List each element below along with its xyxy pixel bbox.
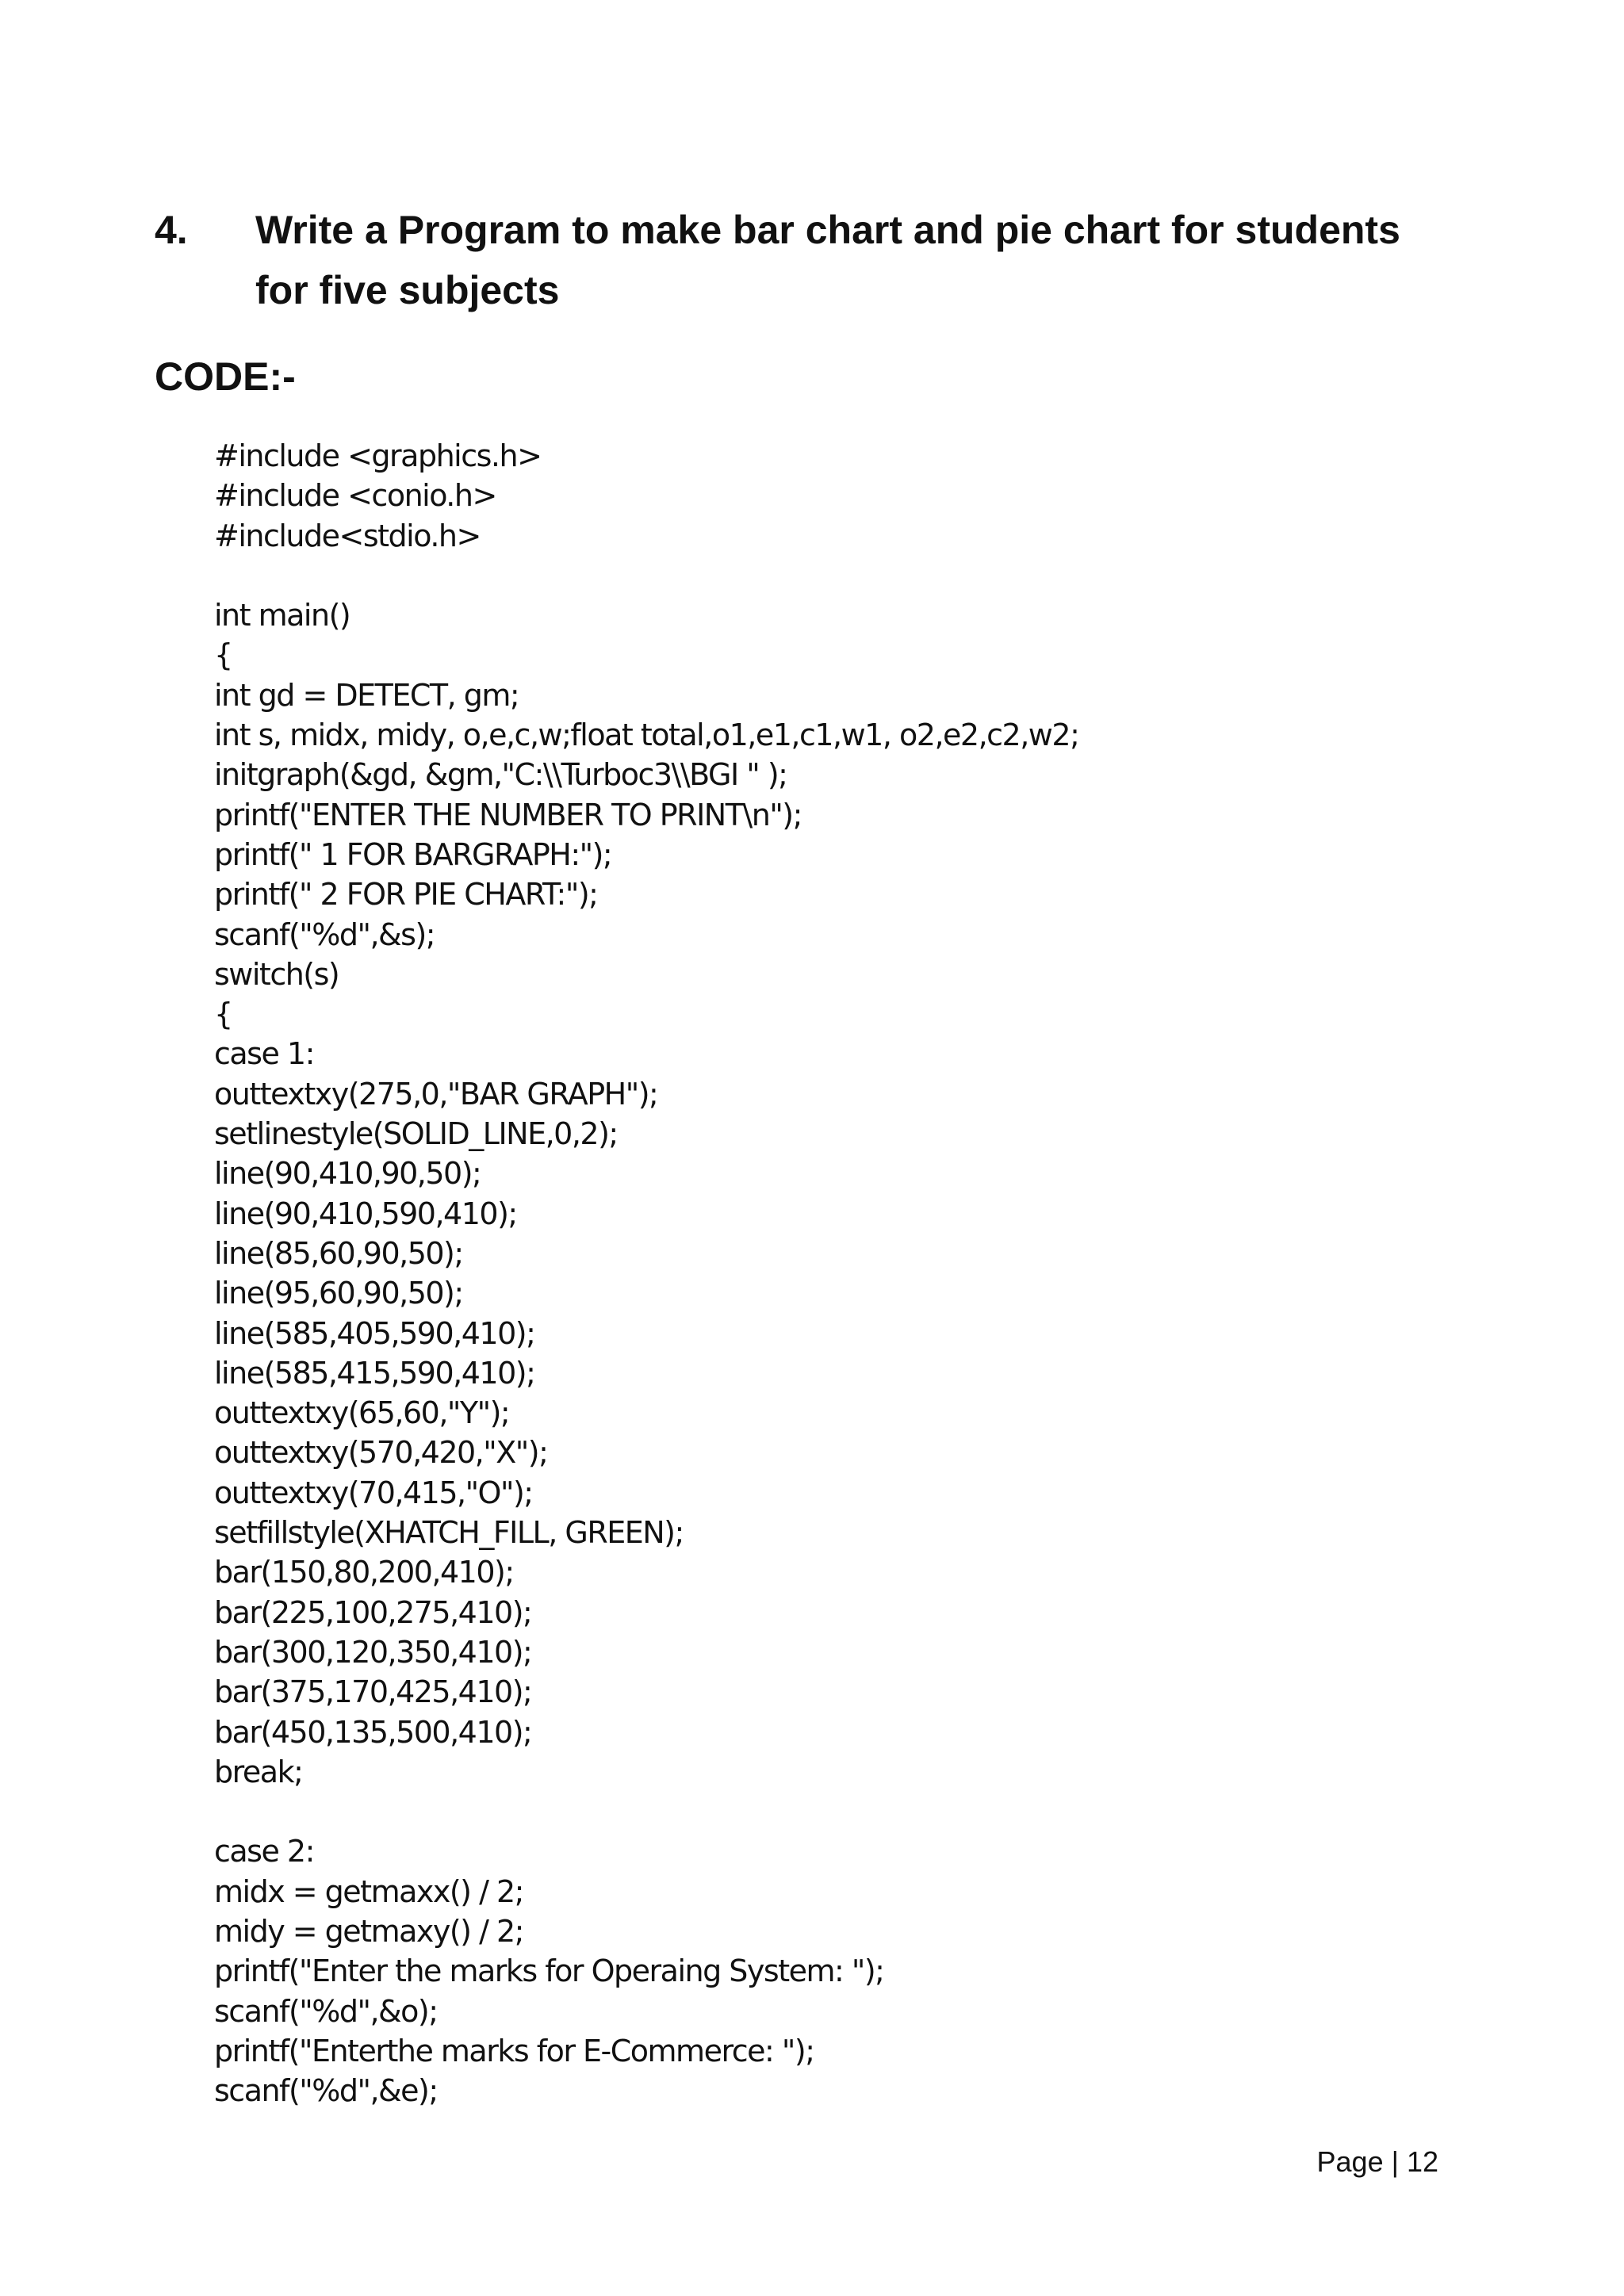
code-line: scanf("%d",&e); (214, 2073, 438, 2109)
code-line: midx = getmaxx() / 2; (214, 1873, 523, 1909)
code-line: #include <graphics.h> (214, 438, 542, 473)
code-line: case 2: (214, 1834, 314, 1869)
code-line: outtextxy(65,60,"Y"); (214, 1395, 510, 1431)
code-line: #include<stdio.h> (214, 518, 481, 553)
code-line: midy = getmaxy() / 2; (214, 1913, 523, 1949)
page-number: 12 (1406, 2145, 1438, 2178)
code-line: int main() (214, 598, 350, 633)
code-line: line(95,60,90,50); (214, 1276, 463, 1311)
code-line: printf(" 1 FOR BARGRAPH:"); (214, 836, 612, 872)
code-line (214, 1792, 1483, 1831)
code-line: printf("Enter the marks for Operaing System: "); (214, 1954, 884, 1989)
code-line: line(90,410,90,50); (214, 1156, 481, 1192)
code-line: switch(s) (214, 956, 339, 992)
code-line: break; (214, 1754, 303, 1789)
code-line: scanf("%d",&o); (214, 1993, 438, 2029)
code-line: line(90,410,590,410); (214, 1196, 517, 1231)
code-line (214, 556, 1483, 595)
code-line: outtextxy(570,420,"X"); (214, 1435, 548, 1471)
code-line: { (214, 997, 232, 1032)
code-line: scanf("%d",&s); (214, 916, 435, 952)
code-line: setlinestyle(SOLID_LINE,0,2); (214, 1116, 618, 1152)
page-label: Page (1316, 2145, 1384, 2178)
code-line: setfillstyle(XHATCH_FILL, GREEN); (214, 1515, 684, 1551)
code-line: bar(150,80,200,410); (214, 1555, 514, 1590)
code-line: printf("Enterthe marks for E-Commerce: "); (214, 2033, 814, 2068)
code-heading: CODE:- (155, 354, 296, 399)
code-line: printf(" 2 FOR PIE CHART:"); (214, 877, 598, 913)
page-footer (1317, 2142, 1438, 2182)
code-line: line(85,60,90,50); (214, 1235, 463, 1271)
code-line: bar(450,135,500,410); (214, 1714, 532, 1750)
code-line: line(585,405,590,410); (214, 1315, 535, 1351)
code-line: bar(225,100,275,410); (214, 1594, 532, 1630)
code-line: printf("ENTER THE NUMBER TO PRINT\n"); (214, 797, 802, 832)
question-title: Write a Program to make bar chart and pie chart for students for five subjects (255, 208, 1400, 312)
question-number: 4. (155, 208, 188, 252)
code-line: #include <conio.h> (214, 478, 496, 514)
code-line: line(585,415,590,410); (214, 1355, 535, 1391)
code-line: bar(300,120,350,410); (214, 1634, 532, 1670)
code-line: int s, midx, midy, o,e,c,w;float total,o1,e1,c1,w1, o2,e2,c2,w2; (214, 718, 1079, 753)
code-line: int gd = DETECT, gm; (214, 677, 519, 713)
code-listing (214, 436, 1483, 2110)
code-line: { (214, 637, 232, 673)
code-line: case 1: (214, 1036, 314, 1072)
code-line: outtextxy(70,415,"O"); (214, 1475, 533, 1510)
code-line: initgraph(&gd, &gm,"C:\\Turboc3\\BGI " ); (214, 757, 787, 793)
page-separator: | (1391, 2145, 1399, 2178)
code-line: outtextxy(275,0,"BAR GRAPH"); (214, 1076, 658, 1112)
code-line: bar(375,170,425,410); (214, 1674, 532, 1710)
